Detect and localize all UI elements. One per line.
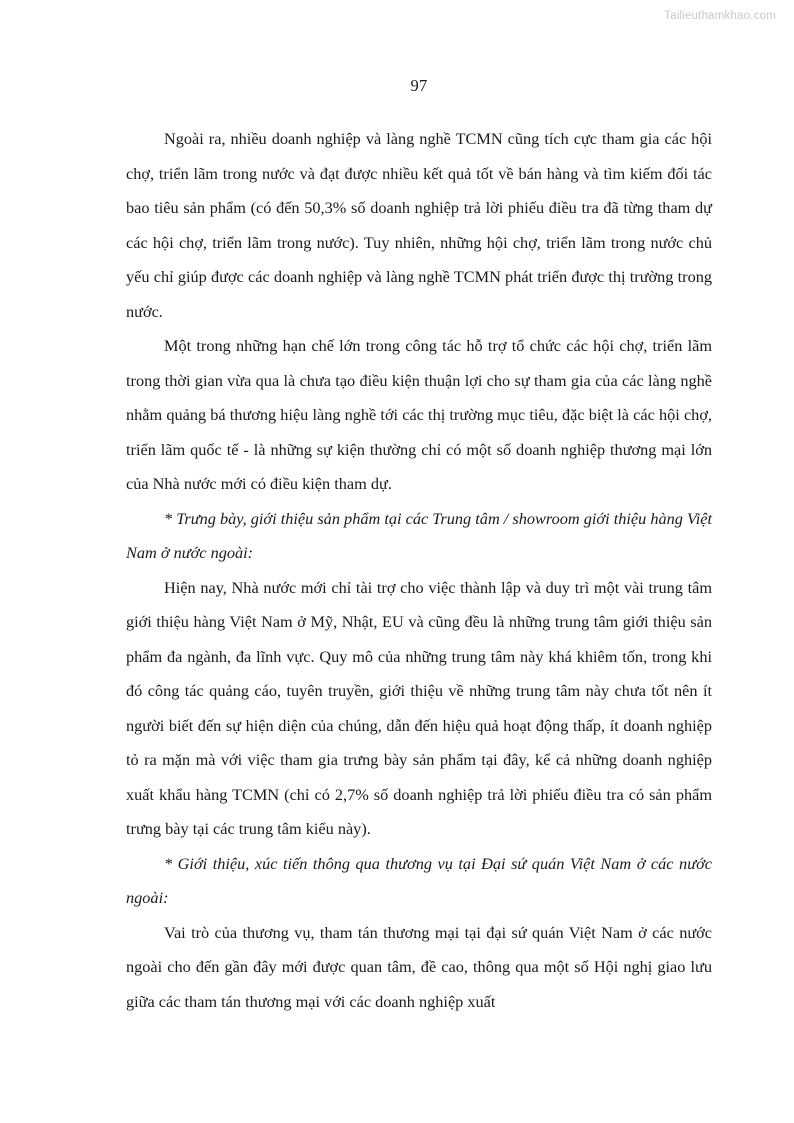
- paragraph: Vai trò của thương vụ, tham tán thương mại tại đại sứ quán Việt Nam ở các nước ngoài cho đến gần đây mới được quan tâm, đề cao, thông qua một số Hội nghị giao lưu giữa các tham tán thương mại với các doanh nghiệp xuất: [126, 922, 712, 1011]
- paragraph: Hiện nay, Nhà nước mới chỉ tài trợ cho việc thành lập và duy trì một vài trung tâm giới thiệu hàng Việt Nam ở Mỹ, Nhật, EU và cũng đều là những trung tâm giới thiệu sản phẩm đa ngành, đa lĩnh vực. Quy mô của những trung tâm này khá khiêm tốn, trong khi đó công tác quảng cáo, tuyên truyền, giới thiệu về những trung tâm này chưa tốt nên ít người biết đến sự hiện diện của chúng, dẫn đến hiệu quả hoạt động thấp, ít doanh nghiệp tỏ ra mặn mà với việc tham gia trưng bày sản phẩm tại đây, kể cả những doanh nghiệp xuất khẩu hàng TCMN (chỉ có 2,7% số doanh nghiệp trả lời phiếu điều tra có sản phẩm trưng bày tại các trung tâm kiểu này).: [126, 577, 712, 838]
- paragraph: Một trong những hạn chế lớn trong công tác hỗ trợ tổ chức các hội chợ, triển lãm trong thời gian vừa qua là chưa tạo điều kiện thuận lợi cho sự tham gia của các làng nghề nhằm quảng bá thương hiệu làng nghề tới các thị trường mục tiêu, đặc biệt là các hội chợ, triển lãm quốc tế - là những sự kiện thường chỉ có một số doanh nghiệp thương mại lớn của Nhà nước mới có điều kiện tham dự.: [126, 336, 712, 493]
- watermark-text: Tailieuthamkhao.com: [664, 10, 776, 22]
- section-heading: * Trưng bày, giới thiệu sản phẩm tại các Trung tâm / showroom giới thiệu hàng Việt Nam ở nước ngoài:: [126, 508, 712, 562]
- section-heading: * Giới thiệu, xúc tiến thông qua thương vụ tại Đại sứ quán Việt Nam ở các nước ngoài:: [126, 853, 712, 907]
- page-content: [126, 76, 712, 1019]
- paragraph: Ngoài ra, nhiều doanh nghiệp và làng nghề TCMN cũng tích cực tham gia các hội chợ, triển lãm trong nước và đạt được nhiều kết quả tốt về bán hàng và tìm kiếm đối tác bao tiêu sản phẩm (có đến 50,3% số doanh nghiệp trả lời phiếu điều tra đã từng tham dự các hội chợ, triển lãm trong nước). Tuy nhiên, những hội chợ, triển lãm trong nước chủ yếu chỉ giúp được các doanh nghiệp và làng nghề TCMN phát triển được thị trường trong nước.: [126, 129, 712, 321]
- page-number: 97: [410, 76, 428, 95]
